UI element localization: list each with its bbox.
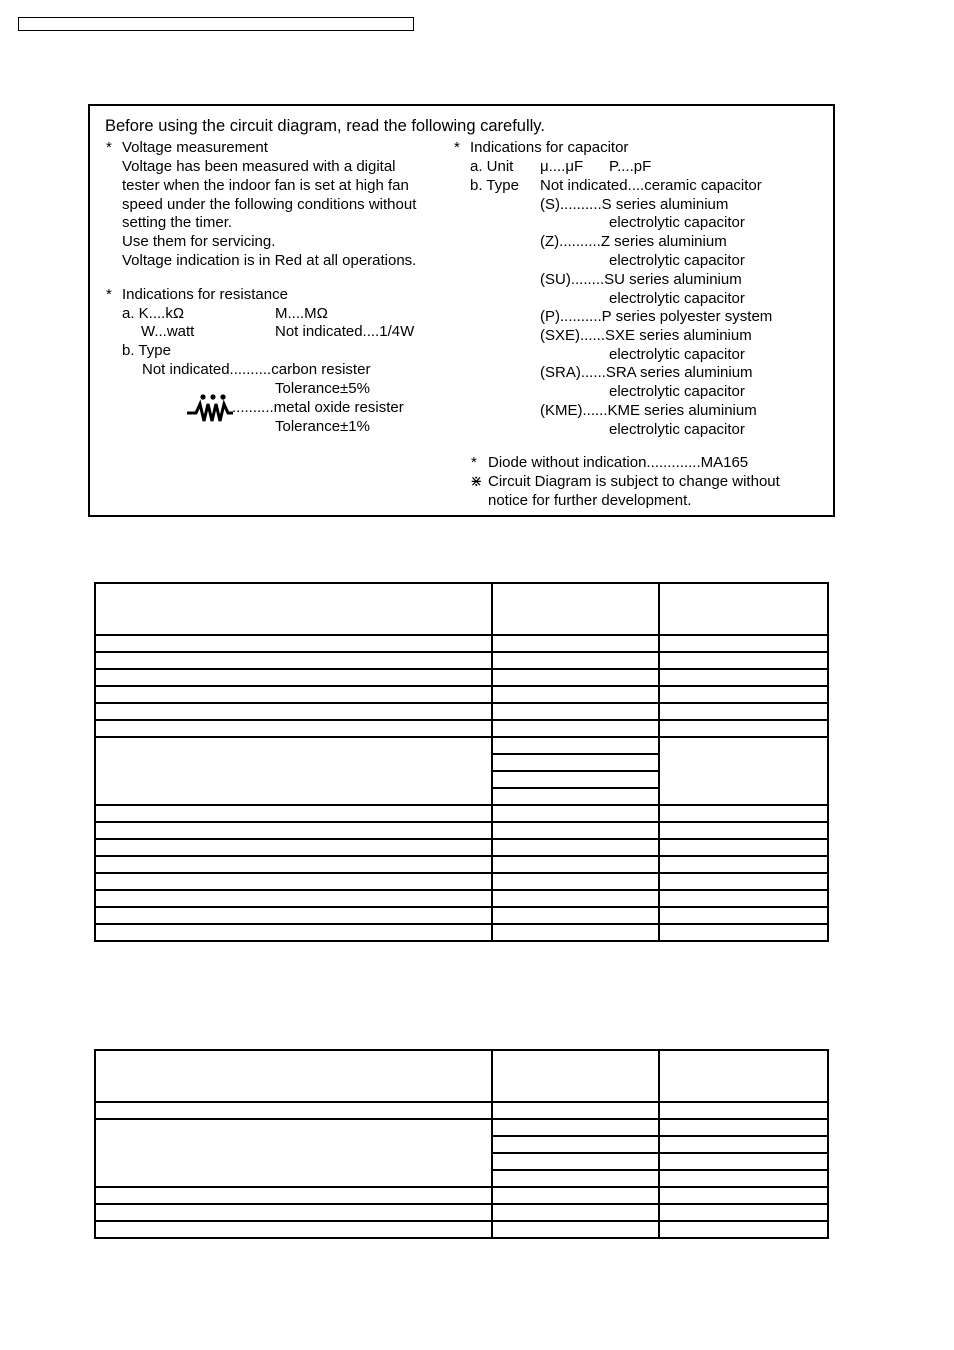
table-cell (95, 856, 492, 873)
resistance-unit-mega: M....MΩ (275, 305, 328, 322)
table-cell (659, 686, 828, 703)
table-cell (95, 686, 492, 703)
table-cell (659, 856, 828, 873)
table-cell (95, 907, 492, 924)
table-row (95, 1187, 828, 1204)
table-cell (492, 583, 660, 635)
table-cell (492, 1136, 660, 1153)
resistance-not-indicated-watt: Not indicated....1/4W (275, 323, 415, 340)
table-cell (659, 1204, 828, 1221)
table-cell (492, 1102, 660, 1119)
table-row (95, 822, 828, 839)
table-row (95, 805, 828, 822)
table-cell (492, 1187, 660, 1204)
table-cell (492, 1153, 660, 1170)
table-row (95, 856, 828, 873)
voltage-line: tester when the indoor fan is set at high fan (122, 177, 409, 194)
table-cell (659, 907, 828, 924)
resistance-bullet: * (106, 286, 112, 303)
capacitor-title: Indications for capacitor (470, 139, 629, 156)
table-row (95, 1221, 828, 1238)
change-bullet: ⋇ (470, 473, 483, 490)
table-cell (659, 1170, 828, 1187)
table-row (95, 703, 828, 720)
table-row (95, 737, 828, 754)
capacitor-ceramic: Not indicated....ceramic capacitor (540, 177, 762, 194)
capacitor-unit-pico: P....pF (609, 158, 652, 175)
table-cell (492, 720, 660, 737)
table-cell (492, 737, 660, 754)
resistance-carbon: Not indicated..........carbon resister (142, 361, 371, 378)
table-row (95, 720, 828, 737)
capacitor-type-code: (SRA)......SRA series aluminium (540, 364, 753, 381)
notes-heading: Before using the circuit diagram, read the following carefully. (105, 117, 545, 135)
table-cell (659, 1187, 828, 1204)
circuit-notes-panel (88, 104, 835, 517)
table-cell (492, 873, 660, 890)
table-cell (95, 583, 492, 635)
table-row (95, 907, 828, 924)
capacitor-bullet: * (454, 139, 460, 156)
table-cell (492, 703, 660, 720)
table-cell (95, 1187, 492, 1204)
empty-table-1 (94, 582, 829, 942)
table-cell (492, 924, 660, 941)
capacitor-unit-micro: μ....μF (540, 158, 584, 175)
table-cell (492, 1221, 660, 1238)
table-cell (95, 652, 492, 669)
table-cell (659, 703, 828, 720)
resistance-title: Indications for resistance (122, 286, 288, 303)
table-cell (659, 635, 828, 652)
table-cell (492, 805, 660, 822)
table-row (95, 839, 828, 856)
capacitor-type-desc: electrolytic capacitor (609, 383, 745, 400)
table-cell (659, 1050, 828, 1102)
table-cell (95, 703, 492, 720)
empty-table-2 (94, 1049, 829, 1239)
capacitor-unit-label: a. Unit (470, 158, 514, 175)
table-cell (492, 771, 660, 788)
table-cell (659, 822, 828, 839)
diode-bullet: * (471, 454, 477, 471)
capacitor-type-code: (KME)......KME series aluminium (540, 402, 757, 419)
table-header-row (95, 1050, 828, 1102)
capacitor-type-code: (SU)........SU series aluminium (540, 271, 742, 288)
table-cell (659, 1153, 828, 1170)
capacitor-type-desc: electrolytic capacitor (609, 346, 745, 363)
capacitor-type-code: (Z)..........Z series aluminium (540, 233, 727, 250)
resistance-type-label: b. Type (122, 342, 171, 359)
voltage-line: speed under the following conditions without (122, 196, 417, 213)
voltage-bullet: * (106, 139, 112, 156)
table-cell (492, 1050, 660, 1102)
capacitor-type-code: (P)..........P series polyester system (540, 308, 773, 325)
table-cell (492, 856, 660, 873)
table-cell (492, 635, 660, 652)
resistance-tolerance-carbon: Tolerance±5% (275, 380, 370, 397)
table-cell (659, 839, 828, 856)
voltage-line: setting the timer. (122, 214, 233, 231)
table-cell (659, 583, 828, 635)
resistance-tolerance-metal: Tolerance±1% (275, 418, 370, 435)
table-row (95, 635, 828, 652)
table-cell (492, 788, 660, 805)
table-cell (659, 652, 828, 669)
capacitor-type-desc: electrolytic capacitor (609, 214, 745, 231)
table-row (95, 1204, 828, 1221)
table-cell (492, 1119, 660, 1136)
voltage-line: Voltage has been measured with a digital (122, 158, 396, 175)
table-cell (95, 635, 492, 652)
table-cell (492, 890, 660, 907)
table-row (95, 652, 828, 669)
table-cell (659, 873, 828, 890)
diode-note: Diode without indication.............MA165 (488, 454, 749, 471)
table-cell (492, 686, 660, 703)
change-note-line: notice for further development. (488, 492, 692, 509)
table-cell (659, 805, 828, 822)
capacitor-type-code: (S)..........S series aluminium (540, 196, 729, 213)
resistance-unit-kilo: a. K....kΩ (122, 305, 185, 322)
table-cell (492, 754, 660, 771)
table-cell (95, 890, 492, 907)
metal-oxide-resistor-icon (186, 393, 234, 427)
table-row (95, 669, 828, 686)
resistance-metal-oxide: ..........metal oxide resister (232, 399, 404, 416)
table-cell (492, 907, 660, 924)
capacitor-type-desc: electrolytic capacitor (609, 290, 745, 307)
change-note-line: Circuit Diagram is subject to change without (488, 473, 780, 490)
table-cell (492, 822, 660, 839)
table-cell (659, 1102, 828, 1119)
resistance-watt: W...watt (141, 323, 195, 340)
table-cell (659, 890, 828, 907)
table-cell (95, 805, 492, 822)
table-cell (95, 822, 492, 839)
table-cell (492, 1170, 660, 1187)
table-cell (95, 1204, 492, 1221)
table-cell (659, 737, 828, 805)
capacitor-type-desc: electrolytic capacitor (609, 252, 745, 269)
table-cell (492, 1204, 660, 1221)
table-cell (95, 1050, 492, 1102)
voltage-title: Voltage measurement (122, 139, 268, 156)
table-cell (95, 1119, 492, 1187)
table-cell (492, 669, 660, 686)
voltage-line: Use them for servicing. (122, 233, 276, 250)
header-box (18, 17, 414, 31)
table-cell (95, 669, 492, 686)
capacitor-type-desc: electrolytic capacitor (609, 421, 745, 438)
capacitor-type-code: (SXE)......SXE series aluminium (540, 327, 752, 344)
table-cell (95, 873, 492, 890)
table-cell (95, 720, 492, 737)
table-cell (95, 737, 492, 805)
table-cell (95, 1221, 492, 1238)
table-row (95, 1102, 828, 1119)
voltage-line: Voltage indication is in Red at all operations. (122, 252, 417, 269)
table-cell (95, 924, 492, 941)
table-row (95, 890, 828, 907)
table-cell (492, 839, 660, 856)
table-cell (659, 720, 828, 737)
table-cell (659, 669, 828, 686)
table-cell (659, 1119, 828, 1136)
table-row (95, 686, 828, 703)
table-cell (95, 1102, 492, 1119)
table-row (95, 873, 828, 890)
capacitor-type-label: b. Type (470, 177, 519, 194)
table-cell (95, 839, 492, 856)
table-cell (492, 652, 660, 669)
table-header-row (95, 583, 828, 635)
table-cell (659, 924, 828, 941)
table-row (95, 1119, 828, 1136)
table-cell (659, 1136, 828, 1153)
table-cell (659, 1221, 828, 1238)
table-row (95, 924, 828, 941)
